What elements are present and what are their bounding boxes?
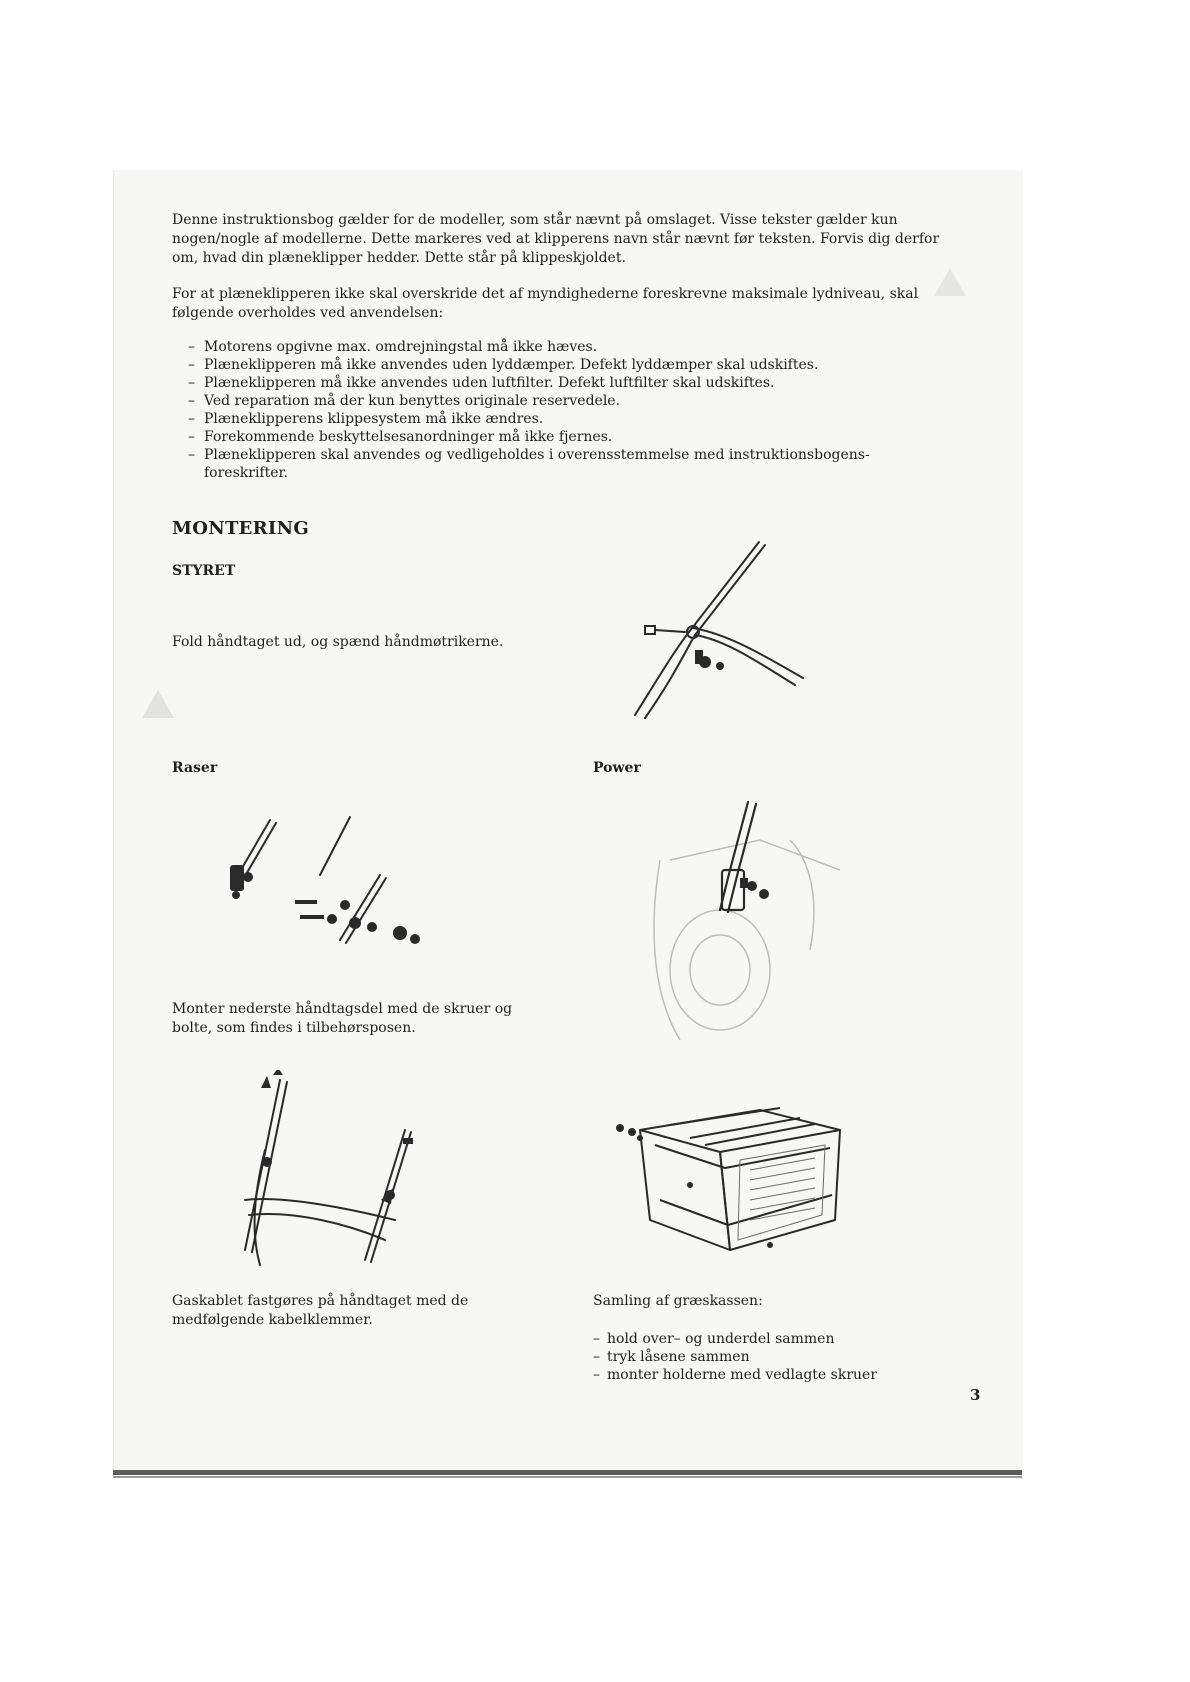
page-bottom-edge-highlight [113, 1476, 1022, 1478]
rule-item: – Forekommende beskyttelsesanordninger må ikke fjernes. [188, 428, 908, 446]
samling-steps-list [593, 1330, 877, 1384]
fold-instruction: Fold håndtaget ud, og spænd håndmøtrikerne. [172, 634, 504, 650]
power-handle-mount-illustration [640, 800, 860, 1050]
intro-paragraph: Denne instruktionsbog gælder for de modeller, som står nævnt på omslaget. Visse tekster gælder kun nogen/nogle af modellerne. Dette markeres ved at klipperens navn står nævnt før teksten. Forvis dig derfor om, hvad din plæneklipper hedder. Dette står på klippeskjoldet. [172, 212, 940, 266]
cable-clip-illustration [225, 1070, 425, 1270]
rule-item: – Plæneklipperen skal anvendes og vedligeholdes i overensstemmelse med instruktionsbogens-foreskrifter. [188, 446, 908, 482]
label-raser: Raser [172, 760, 218, 776]
page-number: 3 [970, 1386, 981, 1404]
grass-catcher-illustration [610, 1090, 860, 1270]
raser-handle-assembly-illustration [200, 815, 480, 955]
samling-title: Samling af græskassen: [593, 1293, 763, 1309]
rule-item: – Plæneklipperens klippesystem må ikke ændres. [188, 410, 908, 428]
rule-item: – Plæneklipperen må ikke anvendes uden luftfilter. Defekt luftfilter skal udskiftes. [188, 374, 908, 392]
handle-fold-illustration [615, 540, 815, 720]
page-bottom-edge [113, 1470, 1022, 1475]
samling-step: – tryk låsene sammen [593, 1348, 877, 1366]
rule-item: – Ved reparation må der kun benyttes originale reservedele. [188, 392, 908, 410]
noise-requirement-paragraph: For at plæneklipperen ikke skal overskride det af myndighederne foreskrevne maksimale lydniveau, skal følgende overholdes ved anvendelsen: [172, 286, 919, 321]
gaskablet-instruction: Gaskablet fastgøres på håndtaget med de medfølgende kabelklemmer. [172, 1293, 469, 1328]
rule-item: – Motorens opgivne max. omdrejningstal må ikke hæves. [188, 338, 908, 356]
subsection-title: STYRET [172, 563, 236, 579]
monter-instruction: Monter nederste håndtagsdel med de skruer og bolte, som findes i tilbehørsposen. [172, 1001, 513, 1036]
label-power: Power [593, 760, 641, 776]
samling-step: – monter holderne med vedlagte skruer [593, 1366, 877, 1384]
rule-item: – Plæneklipperen må ikke anvendes uden lyddæmper. Defekt lyddæmper skal udskiftes. [188, 356, 908, 374]
show-through-warning-icon [140, 688, 176, 720]
section-title: MONTERING [172, 518, 310, 539]
samling-step: – hold over– og underdel sammen [593, 1330, 877, 1348]
rules-list [188, 338, 908, 482]
